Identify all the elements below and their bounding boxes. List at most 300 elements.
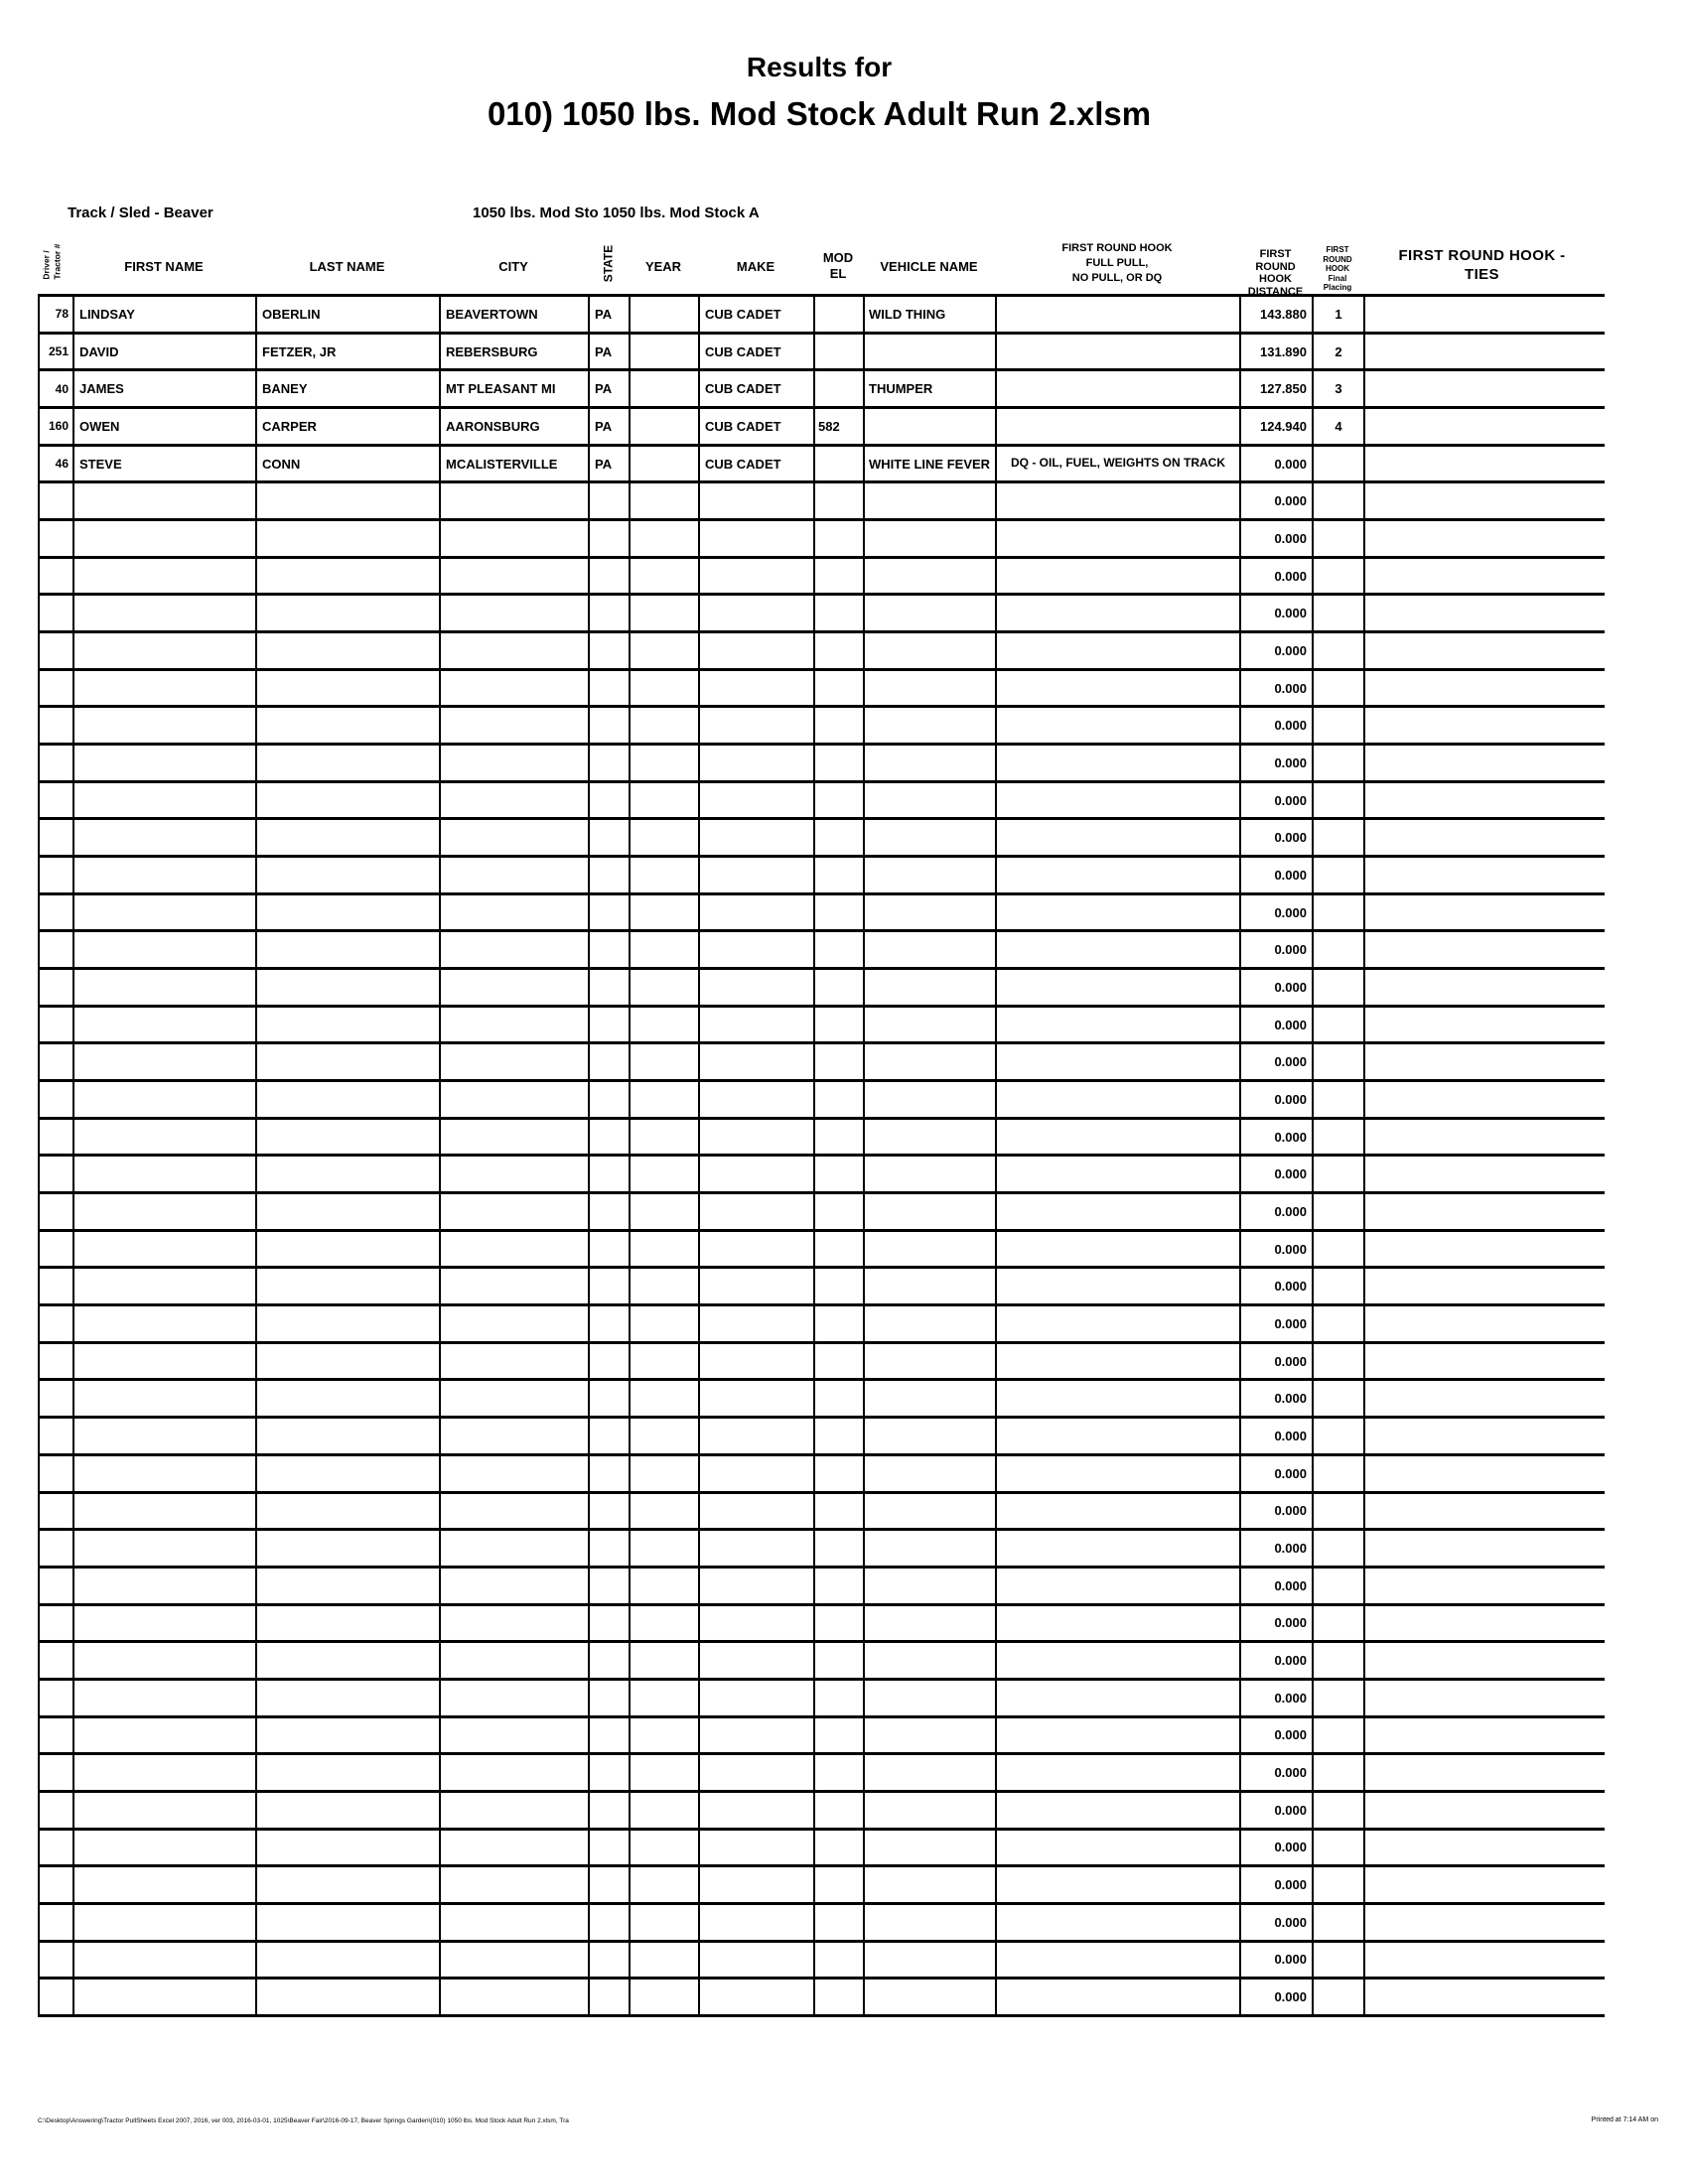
cell-full_pull [997, 1082, 1241, 1117]
cell-distance: 0.000 [1241, 1232, 1314, 1267]
cell-make [700, 1979, 815, 2014]
cell-ties [1365, 895, 1601, 930]
cell-model [815, 1681, 865, 1715]
cell-ties [1365, 1456, 1601, 1491]
cell-distance: 0.000 [1241, 1194, 1314, 1229]
cell-make [700, 820, 815, 855]
cell-state [590, 1194, 631, 1229]
cell-placing [1314, 1344, 1365, 1379]
table-row [40, 559, 1605, 597]
cell-first: LINDSAY [74, 297, 257, 332]
cell-first [74, 1943, 257, 1978]
table-row [40, 1456, 1605, 1494]
cell-full_pull [997, 1831, 1241, 1865]
cell-full_pull [997, 1643, 1241, 1678]
cell-last [257, 1344, 441, 1379]
cell-state [590, 746, 631, 780]
cell-model [815, 820, 865, 855]
cell-state: PA [590, 335, 631, 369]
cell-model [815, 1831, 865, 1865]
cell-placing [1314, 1643, 1365, 1678]
cell-city [441, 783, 590, 818]
cell-city [441, 1306, 590, 1341]
cell-num [40, 1456, 74, 1491]
cell-city [441, 1531, 590, 1566]
cell-placing [1314, 1456, 1365, 1491]
cell-state [590, 483, 631, 518]
cell-year [631, 1569, 700, 1603]
cell-placing [1314, 1755, 1365, 1790]
cell-distance: 0.000 [1241, 1082, 1314, 1117]
cell-last [257, 1979, 441, 2014]
cell-num [40, 1831, 74, 1865]
cell-num [40, 932, 74, 967]
cell-first [74, 1381, 257, 1416]
cell-ties [1365, 1905, 1601, 1940]
cell-state [590, 1082, 631, 1117]
cell-num [40, 1718, 74, 1753]
cell-make [700, 1606, 815, 1641]
cell-first [74, 1606, 257, 1641]
cell-city [441, 1681, 590, 1715]
cell-state [590, 932, 631, 967]
cell-distance: 0.000 [1241, 1867, 1314, 1902]
cell-year [631, 1456, 700, 1491]
table-row [40, 1831, 1605, 1868]
cell-ties [1365, 1681, 1601, 1715]
cell-placing [1314, 1306, 1365, 1341]
cell-ties [1365, 1157, 1601, 1191]
cell-state [590, 1681, 631, 1715]
cell-last [257, 1232, 441, 1267]
cell-city [441, 596, 590, 630]
cell-city [441, 1831, 590, 1865]
cell-city: MT PLEASANT MI [441, 371, 590, 406]
cell-ties [1365, 1606, 1601, 1641]
cell-make [700, 970, 815, 1005]
cell-vehicle [865, 1531, 997, 1566]
cell-ties [1365, 1269, 1601, 1303]
cell-year [631, 783, 700, 818]
cell-state [590, 1531, 631, 1566]
cell-first [74, 596, 257, 630]
cell-num [40, 783, 74, 818]
cell-vehicle [865, 1867, 997, 1902]
cell-state [590, 559, 631, 594]
cell-last [257, 1008, 441, 1042]
cell-ties [1365, 483, 1601, 518]
cell-city [441, 559, 590, 594]
cell-full_pull [997, 1867, 1241, 1902]
cell-full_pull [997, 1755, 1241, 1790]
cell-model [815, 970, 865, 1005]
cell-last [257, 1456, 441, 1491]
cell-year [631, 1157, 700, 1191]
cell-last [257, 671, 441, 706]
cell-full_pull [997, 671, 1241, 706]
cell-placing [1314, 1681, 1365, 1715]
cell-last [257, 1306, 441, 1341]
cell-distance: 0.000 [1241, 1681, 1314, 1715]
cell-state [590, 1456, 631, 1491]
cell-year [631, 1008, 700, 1042]
cell-first [74, 1494, 257, 1529]
cell-city [441, 1606, 590, 1641]
cell-make: CUB CADET [700, 409, 815, 444]
report-title [38, 52, 1601, 133]
cell-first [74, 858, 257, 892]
cell-city [441, 932, 590, 967]
cell-vehicle [865, 1344, 997, 1379]
cell-state [590, 1831, 631, 1865]
cell-distance: 0.000 [1241, 1979, 1314, 2014]
cell-full_pull [997, 1306, 1241, 1341]
cell-vehicle: WHITE LINE FEVER [865, 447, 997, 481]
cell-num [40, 1381, 74, 1416]
cell-year [631, 335, 700, 369]
cell-city [441, 1157, 590, 1191]
cell-placing [1314, 932, 1365, 967]
cell-num [40, 483, 74, 518]
table-row [40, 1194, 1605, 1232]
cell-city [441, 1232, 590, 1267]
cell-year [631, 371, 700, 406]
cell-city [441, 895, 590, 930]
report-title-line2: 010) 1050 lbs. Mod Stock Adult Run 2.xlsm [487, 95, 1152, 132]
cell-ties [1365, 932, 1601, 967]
cell-make [700, 1306, 815, 1341]
cell-num [40, 895, 74, 930]
cell-last [257, 1905, 441, 1940]
cell-city [441, 1569, 590, 1603]
table-row [40, 1681, 1605, 1718]
cell-num [40, 820, 74, 855]
cell-full_pull [997, 1344, 1241, 1379]
cell-distance: 0.000 [1241, 820, 1314, 855]
cell-city [441, 483, 590, 518]
cell-year [631, 1943, 700, 1978]
cell-full_pull [997, 1269, 1241, 1303]
cell-year [631, 1755, 700, 1790]
cell-last [257, 1718, 441, 1753]
cell-placing [1314, 1793, 1365, 1828]
cell-ties [1365, 1008, 1601, 1042]
cell-vehicle [865, 1008, 997, 1042]
cell-ties [1365, 1718, 1601, 1753]
cell-state [590, 1718, 631, 1753]
cell-city [441, 1456, 590, 1491]
cell-vehicle [865, 671, 997, 706]
cell-model [815, 1269, 865, 1303]
cell-first [74, 1755, 257, 1790]
cell-city [441, 746, 590, 780]
table-row [40, 483, 1605, 521]
cell-state [590, 1306, 631, 1341]
cell-state [590, 1643, 631, 1678]
cell-num [40, 1905, 74, 1940]
cell-last [257, 483, 441, 518]
cell-full_pull [997, 1905, 1241, 1940]
cell-model [815, 297, 865, 332]
cell-distance: 0.000 [1241, 932, 1314, 967]
cell-state [590, 1979, 631, 2014]
cell-state [590, 1008, 631, 1042]
table-row [40, 1269, 1605, 1306]
cell-make [700, 1867, 815, 1902]
cell-year [631, 1269, 700, 1303]
cell-year [631, 1718, 700, 1753]
cell-placing [1314, 1082, 1365, 1117]
cell-vehicle [865, 1755, 997, 1790]
cell-make [700, 1569, 815, 1603]
cell-num [40, 1755, 74, 1790]
cell-distance: 0.000 [1241, 1344, 1314, 1379]
cell-distance: 0.000 [1241, 858, 1314, 892]
cell-city [441, 1979, 590, 2014]
cell-placing [1314, 1943, 1365, 1978]
table-row [40, 1531, 1605, 1569]
cell-distance: 0.000 [1241, 1381, 1314, 1416]
cell-placing [1314, 708, 1365, 743]
cell-vehicle [865, 820, 997, 855]
cell-city [441, 521, 590, 556]
cell-year [631, 297, 700, 332]
cell-vehicle [865, 1269, 997, 1303]
cell-num [40, 1681, 74, 1715]
cell-model [815, 1569, 865, 1603]
cell-placing [1314, 858, 1365, 892]
table-row [40, 746, 1605, 783]
cell-city [441, 708, 590, 743]
cell-year [631, 1643, 700, 1678]
cell-make: CUB CADET [700, 447, 815, 481]
cell-year [631, 1494, 700, 1529]
cell-distance: 0.000 [1241, 1419, 1314, 1453]
cell-placing [1314, 1606, 1365, 1641]
cell-state [590, 671, 631, 706]
cell-make: CUB CADET [700, 371, 815, 406]
cell-model [815, 1120, 865, 1155]
cell-full_pull [997, 932, 1241, 967]
cell-state [590, 820, 631, 855]
table-row [40, 596, 1605, 633]
cell-model [815, 1905, 865, 1940]
cell-distance: 0.000 [1241, 1831, 1314, 1865]
cell-make [700, 895, 815, 930]
cell-city [441, 633, 590, 668]
cell-last [257, 970, 441, 1005]
cell-model [815, 483, 865, 518]
cell-num [40, 671, 74, 706]
table-row [40, 671, 1605, 709]
cell-city [441, 1194, 590, 1229]
cell-distance: 0.000 [1241, 1755, 1314, 1790]
cell-first [74, 1344, 257, 1379]
cell-vehicle: WILD THING [865, 297, 997, 332]
cell-state [590, 1905, 631, 1940]
cell-num [40, 1606, 74, 1641]
cell-full_pull [997, 633, 1241, 668]
cell-full_pull [997, 371, 1241, 406]
cell-last [257, 1157, 441, 1191]
cell-ties [1365, 1381, 1601, 1416]
cell-state [590, 1419, 631, 1453]
cell-model [815, 633, 865, 668]
cell-ties [1365, 1344, 1601, 1379]
cell-state [590, 1755, 631, 1790]
cell-distance: 0.000 [1241, 1531, 1314, 1566]
cell-state: PA [590, 447, 631, 481]
cell-num: 40 [40, 371, 74, 406]
cell-city: BEAVERTOWN [441, 297, 590, 332]
footer-file-path: C:\Desktop\Answering\Tractor PullSheets Excel 2007, 2016, ver 003, 2016-03-01, 1025\Beaver Fair\2016-09-17, Beaver Springs Garden\(010) 1050 lbs. Mod Stock Adult Run 2.xlsm, Tra [38, 2117, 569, 2124]
cell-distance: 0.000 [1241, 521, 1314, 556]
cell-last [257, 596, 441, 630]
column-header-state: STATE [601, 244, 615, 282]
cell-first [74, 1232, 257, 1267]
cell-full_pull [997, 1232, 1241, 1267]
cell-num [40, 1008, 74, 1042]
cell-last [257, 1793, 441, 1828]
cell-full_pull [997, 1157, 1241, 1191]
cell-first [74, 1269, 257, 1303]
cell-model [815, 1082, 865, 1117]
cell-ties [1365, 1569, 1601, 1603]
cell-year [631, 483, 700, 518]
cell-ties [1365, 371, 1601, 406]
cell-num [40, 559, 74, 594]
cell-num [40, 1494, 74, 1529]
cell-placing [1314, 1008, 1365, 1042]
cell-last [257, 746, 441, 780]
cell-distance: 0.000 [1241, 1905, 1314, 1940]
cell-last [257, 895, 441, 930]
cell-last [257, 1531, 441, 1566]
cell-city [441, 858, 590, 892]
cell-year [631, 1979, 700, 2014]
cell-make [700, 1419, 815, 1453]
cell-vehicle [865, 1569, 997, 1603]
cell-distance: 0.000 [1241, 1456, 1314, 1491]
cell-num [40, 858, 74, 892]
cell-full_pull [997, 1531, 1241, 1566]
cell-make [700, 1269, 815, 1303]
cell-num [40, 1082, 74, 1117]
cell-vehicle [865, 708, 997, 743]
cell-state: PA [590, 409, 631, 444]
cell-num [40, 746, 74, 780]
cell-full_pull [997, 596, 1241, 630]
cell-model [815, 1494, 865, 1529]
cell-full_pull [997, 1569, 1241, 1603]
cell-first [74, 1306, 257, 1341]
cell-last [257, 1569, 441, 1603]
cell-ties [1365, 1643, 1601, 1678]
cell-year [631, 1793, 700, 1828]
cell-vehicle [865, 1494, 997, 1529]
cell-city [441, 1905, 590, 1940]
cell-placing [1314, 671, 1365, 706]
cell-make [700, 1643, 815, 1678]
cell-full_pull [997, 409, 1241, 444]
cell-ties [1365, 746, 1601, 780]
cell-city [441, 1419, 590, 1453]
column-header-last-name: LAST NAME [309, 259, 385, 274]
cell-last [257, 708, 441, 743]
cell-ties [1365, 559, 1601, 594]
table-row [40, 1718, 1605, 1756]
cell-first [74, 1643, 257, 1678]
cell-model [815, 1979, 865, 2014]
cell-num [40, 1643, 74, 1678]
cell-distance: 127.850 [1241, 371, 1314, 406]
cell-first [74, 1456, 257, 1491]
cell-state [590, 970, 631, 1005]
cell-full_pull [997, 1419, 1241, 1453]
cell-full_pull [997, 970, 1241, 1005]
cell-vehicle [865, 596, 997, 630]
cell-first: DAVID [74, 335, 257, 369]
cell-model [815, 671, 865, 706]
cell-first [74, 895, 257, 930]
cell-full_pull [997, 1120, 1241, 1155]
cell-ties [1365, 708, 1601, 743]
cell-full_pull [997, 783, 1241, 818]
cell-model [815, 596, 865, 630]
cell-make [700, 1082, 815, 1117]
cell-make [700, 1494, 815, 1529]
cell-ties [1365, 783, 1601, 818]
cell-placing [1314, 783, 1365, 818]
cell-first [74, 1867, 257, 1902]
cell-vehicle [865, 1643, 997, 1678]
table-row [40, 1120, 1605, 1158]
table-row [40, 1008, 1605, 1045]
cell-full_pull [997, 746, 1241, 780]
cell-last [257, 1831, 441, 1865]
report-title-line1: Results for [746, 52, 893, 82]
cell-full_pull [997, 559, 1241, 594]
column-header-ties: FIRST ROUND HOOK - TIES [1398, 247, 1566, 283]
cell-year [631, 1606, 700, 1641]
cell-last [257, 1269, 441, 1303]
cell-year [631, 1867, 700, 1902]
cell-year [631, 708, 700, 743]
column-header-year: YEAR [644, 259, 682, 274]
cell-make [700, 1008, 815, 1042]
cell-model [815, 1793, 865, 1828]
cell-model [815, 1755, 865, 1790]
cell-make [700, 1194, 815, 1229]
cell-state [590, 1232, 631, 1267]
cell-year [631, 559, 700, 594]
cell-first [74, 1681, 257, 1715]
cell-make [700, 1044, 815, 1079]
cell-make [700, 932, 815, 967]
column-header-distance: FIRST ROUND HOOK DISTANCE [1247, 248, 1304, 298]
cell-vehicle [865, 970, 997, 1005]
cell-year [631, 1344, 700, 1379]
cell-placing: 4 [1314, 409, 1365, 444]
cell-full_pull [997, 335, 1241, 369]
cell-distance: 0.000 [1241, 1793, 1314, 1828]
table-row [40, 1606, 1605, 1644]
table-row [40, 1044, 1605, 1082]
cell-make [700, 1120, 815, 1155]
cell-full_pull [997, 1194, 1241, 1229]
cell-last [257, 1194, 441, 1229]
cell-city [441, 970, 590, 1005]
